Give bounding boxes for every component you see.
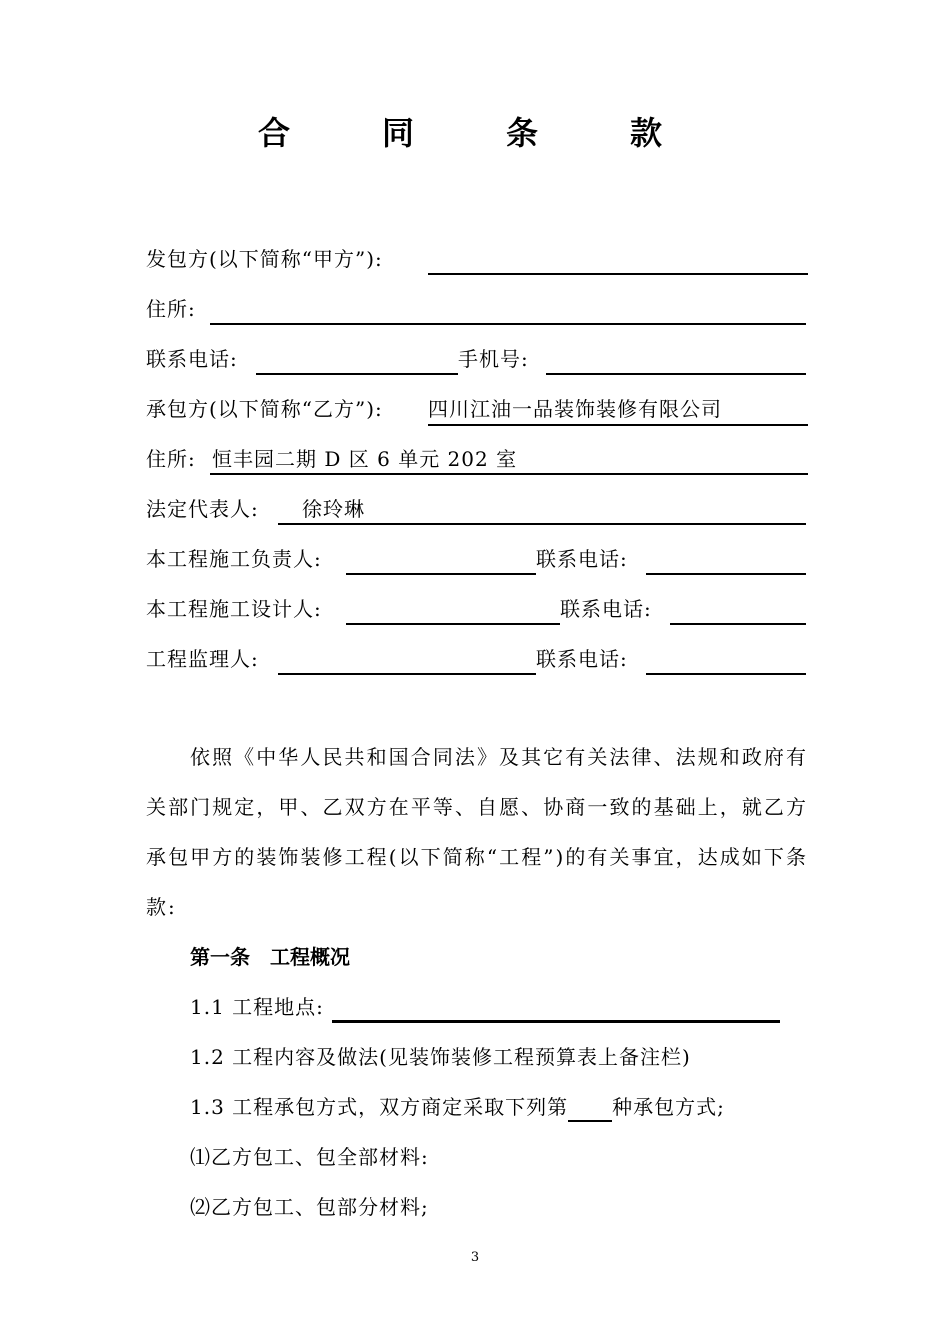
supervisor-row — [146, 644, 808, 674]
contractor-address-row — [146, 444, 808, 474]
site-manager-label: 本工程施工负责人: — [146, 547, 322, 571]
client-mobile-blank[interactable] — [546, 373, 806, 375]
option-2: ⑵乙方包工、包部分材料; — [190, 1195, 429, 1219]
site-manager-phone-label: 联系电话: — [536, 547, 628, 571]
supervisor-blank[interactable] — [278, 673, 536, 675]
client-address-row — [146, 294, 808, 324]
client-phone-row — [146, 344, 808, 374]
site-manager-phone-blank[interactable] — [646, 573, 806, 575]
client-address-label: 住所: — [146, 297, 196, 321]
article-1-heading: 第一条 工程概况 — [190, 945, 350, 969]
project-location-blank[interactable] — [332, 1020, 780, 1023]
contractor-address-underline — [210, 473, 808, 475]
item-1-1-label: 1.1 工程地点: — [190, 995, 324, 1019]
article-1-item-3 — [190, 1092, 790, 1122]
supervisor-phone-blank[interactable] — [646, 673, 806, 675]
legal-rep-row — [146, 494, 808, 524]
client-address-blank[interactable] — [210, 323, 806, 325]
contractor-label: 承包方(以下简称“乙方”): — [146, 397, 383, 421]
intro-paragraph: 依照《中华人民共和国合同法》及其它有关法律、法规和政府有关部门规定，甲、乙双方在平等、自愿、协商一致的基础上，就乙方承包甲方的装饰装修工程(以下简称“工程”)的有关事宜，达成如下条款: — [146, 745, 808, 919]
item-1-3-before: 1.3 工程承包方式，双方商定采取下列第 — [190, 1095, 569, 1119]
article-1-item-1 — [190, 992, 790, 1022]
site-manager-blank[interactable] — [346, 573, 536, 575]
client-row — [146, 244, 808, 274]
contractor-name: 四川江油一品装饰装修有限公司 — [428, 397, 722, 421]
page-title: 合 同 条 款 — [257, 114, 692, 152]
legal-rep-label: 法定代表人: — [146, 497, 259, 521]
client-label: 发包方(以下简称“甲方”): — [146, 247, 383, 271]
client-phone-blank[interactable] — [256, 373, 458, 375]
supervisor-label: 工程监理人: — [146, 647, 259, 671]
legal-rep-underline — [278, 523, 806, 525]
contractor-row — [146, 394, 808, 424]
legal-rep-name: 徐玲琳 — [302, 497, 365, 521]
contractor-address: 恒丰园二期 D 区 6 单元 202 室 — [212, 447, 518, 471]
contractor-address-label: 住所: — [146, 447, 196, 471]
contractor-underline — [428, 424, 808, 426]
client-blank[interactable] — [428, 273, 808, 275]
item-1-3-after: 种承包方式; — [612, 1095, 725, 1119]
designer-phone-blank[interactable] — [670, 623, 806, 625]
client-mobile-label: 手机号: — [458, 347, 529, 371]
designer-phone-label: 联系电话: — [560, 597, 652, 621]
designer-label: 本工程施工设计人: — [146, 597, 322, 621]
contract-mode-blank[interactable] — [568, 1096, 612, 1122]
article-1-item-2: 1.2 工程内容及做法(见装饰装修工程预算表上备注栏) — [190, 1045, 691, 1069]
page-number: 3 — [470, 1250, 480, 1265]
option-1: ⑴乙方包工、包全部材料: — [190, 1145, 429, 1169]
designer-row — [146, 594, 808, 624]
supervisor-phone-label: 联系电话: — [536, 647, 628, 671]
site-manager-row — [146, 544, 808, 574]
client-phone-label: 联系电话: — [146, 347, 238, 371]
designer-blank[interactable] — [346, 623, 560, 625]
